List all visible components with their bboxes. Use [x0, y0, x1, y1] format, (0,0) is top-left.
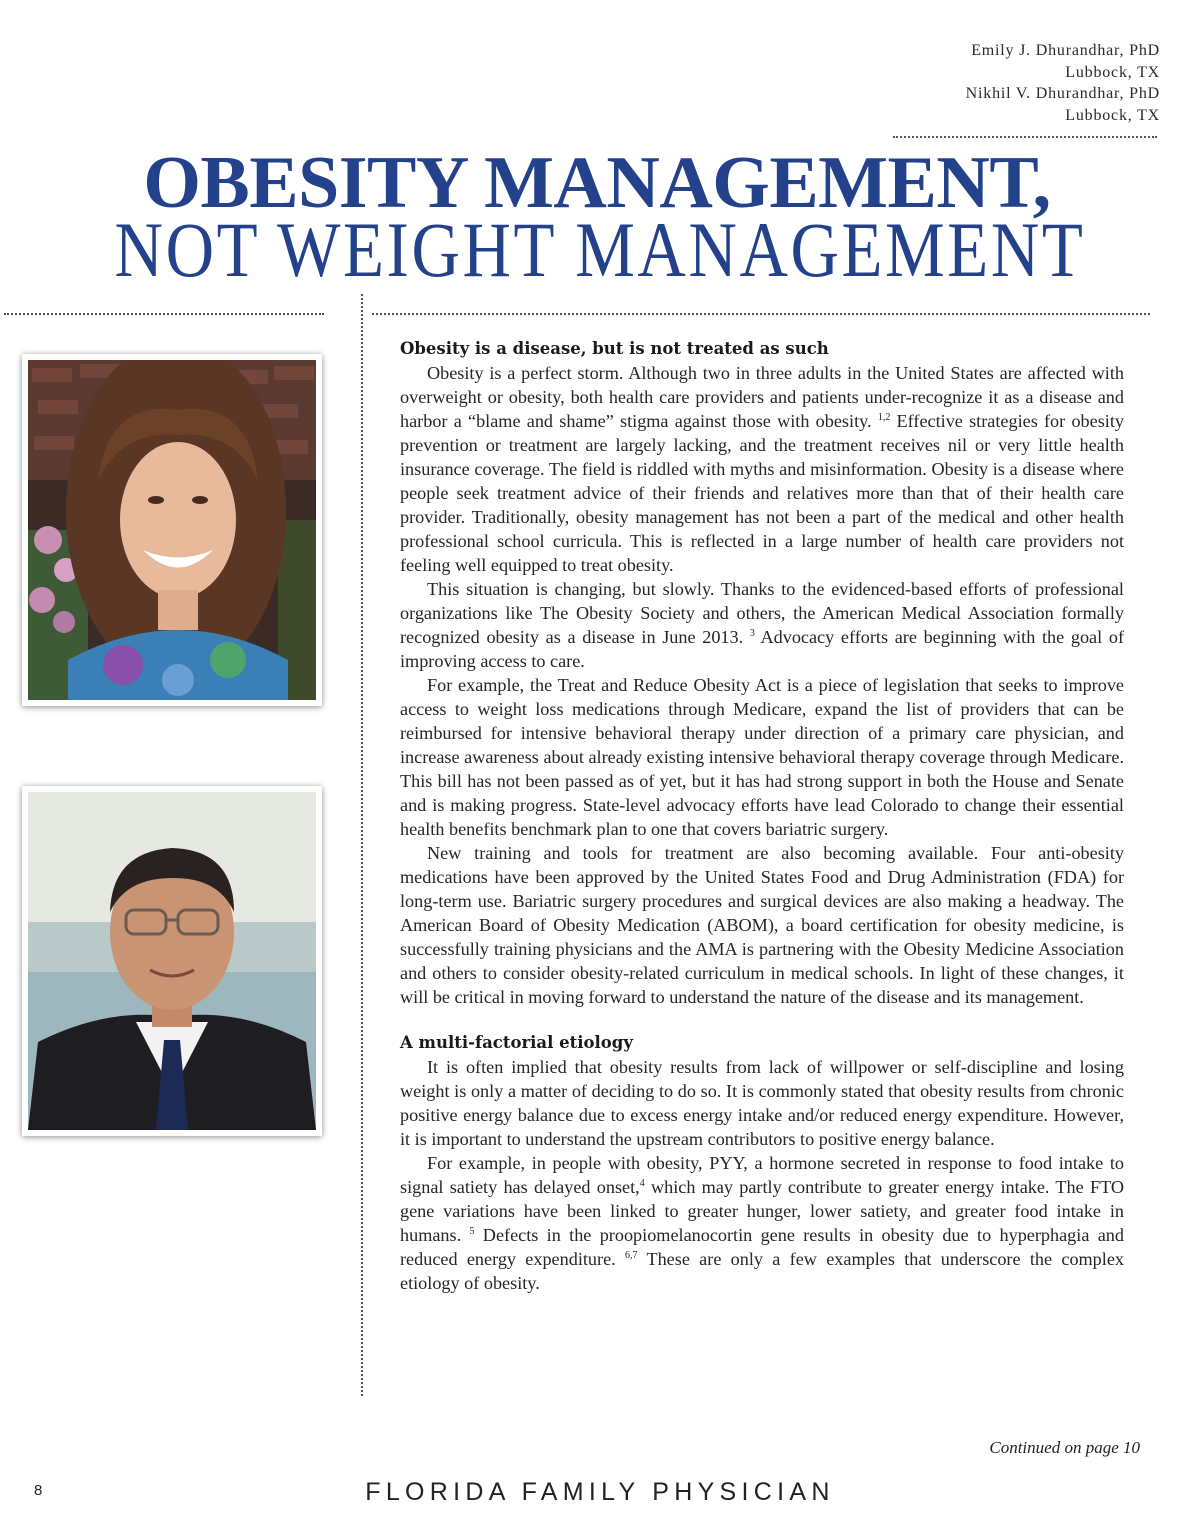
- article-body: [400, 337, 1124, 1295]
- left-divider: [4, 313, 324, 315]
- continued-note: Continued on page 10: [989, 1438, 1140, 1457]
- author-photo-woman: [22, 354, 322, 706]
- citation: 5: [469, 1225, 475, 1237]
- portrait-image: [28, 360, 316, 700]
- column-divider: [361, 294, 363, 1396]
- citation: 3: [749, 627, 755, 639]
- author-photo-man: [22, 786, 322, 1136]
- portrait-image: [28, 792, 316, 1130]
- author-location: Lubbock, TX: [1065, 106, 1160, 124]
- page-number: 8: [34, 1482, 43, 1499]
- section-heading: A multi-factorial etiology: [400, 1033, 633, 1052]
- paragraph: Obesity is a perfect storm. Although two in three adults in the United States are affected with overweight or obesity, both health care providers and patients under-recognize it as a disease and harbor a “blame and shame” stigma against those with obesity. $^{1,2}$ Effective strategies for obesity prevention or treatment are largely lacking, and the treatment receives nil or very little health insurance coverage. The field is riddled with myths and misinformation. Obesity is a disease where people seek treatment advice of their friends and relatives more than that of their health care provider. Traditionally, obesity management has not been a part of the medical and other health professional school curricula. This is reflected in a large number of health care providers not feeling well equipped to treat obesity.: [400, 363, 1124, 575]
- author-block: [760, 40, 1160, 126]
- author-divider: [893, 136, 1157, 138]
- paragraph: This situation is changing, but slowly. Thanks to the evidenced-based efforts of professional organizations like The Obesity Society and others, the American Medical Association formally recognized obesity as a disease in June 2013. $^3$ Advocacy efforts are beginning with the goal of improving access to care.: [400, 579, 1125, 671]
- journal-name: FLORIDA FAMILY PHYSICIAN: [365, 1478, 835, 1506]
- author-name: Emily J. Dhurandhar, PhD: [971, 42, 1160, 59]
- right-divider: [372, 313, 1150, 315]
- citation: 4: [639, 1177, 645, 1189]
- paragraph: New training and tools for treatment are also becoming available. Four anti-obesity medications have been approved by the United States Food and Drug Administration (FDA) for long-term use. Bariatric surgery procedures and surgical devices are also making a headway. The American Board of Obesity Medication (ABOM), a board certification for obesity medicine, is successfully training physicians and the AMA is partnering with the Obesity Medicine Association and others to consider obesity-related curriculum in medical schools. In light of these changes, it will be critical in moving forward to understand the nature of the disease and its management.: [400, 843, 1124, 1007]
- section-heading: Obesity is a disease, but is not treated as such: [400, 339, 829, 358]
- paragraph: It is often implied that obesity results from lack of willpower or self-discipline and losing weight is only a matter of deciding to do so. It is commonly stated that obesity results from chronic positive energy balance due to excess energy intake and/or reduced energy expenditure. However, it is important to understand the upstream contributors to positive energy balance.: [400, 1057, 1124, 1149]
- citation: 6,7: [625, 1249, 638, 1261]
- citation: 1,2: [877, 411, 891, 423]
- author-location: Lubbock, TX: [1065, 63, 1160, 81]
- article-title-line-2: NOT WEIGHT MANAGEMENT: [114, 206, 1086, 293]
- article-title-line-1: OBESITY MANAGEMENT,: [143, 142, 1051, 224]
- author-name: Nikhil V. Dhurandhar, PhD: [965, 85, 1160, 102]
- paragraph: For example, the Treat and Reduce Obesity Act is a piece of legislation that seeks to improve access to weight loss medications through Medicare, expand the list of providers that can be reimbursed for intensive behavioral therapy under direction of a primary care physician, and increase awareness about already existing intensive behavioral therapy coverage through Medicare. This bill has not been passed as of yet, but it has had strong support in both the House and Senate and is making progress. State-level advocacy efforts have lead Colorado to change their essential health benefits benchmark plan to one that covers bariatric surgery.: [400, 675, 1124, 839]
- paragraph: For example, in people with obesity, PYY, a hormone secreted in response to food intake to signal satiety has delayed onset,$^4$ which may partly contribute to greater energy intake. The FTO gene variations have been linked to greater hunger, lower satiety, and greater food intake in humans. $^5$ Defects in the proopiomelanocortin gene results in obesity due to hyperphagia and reduced energy expenditure. $^{6,7}$ These are only a few examples that underscore the complex etiology of obesity.: [400, 1153, 1124, 1293]
